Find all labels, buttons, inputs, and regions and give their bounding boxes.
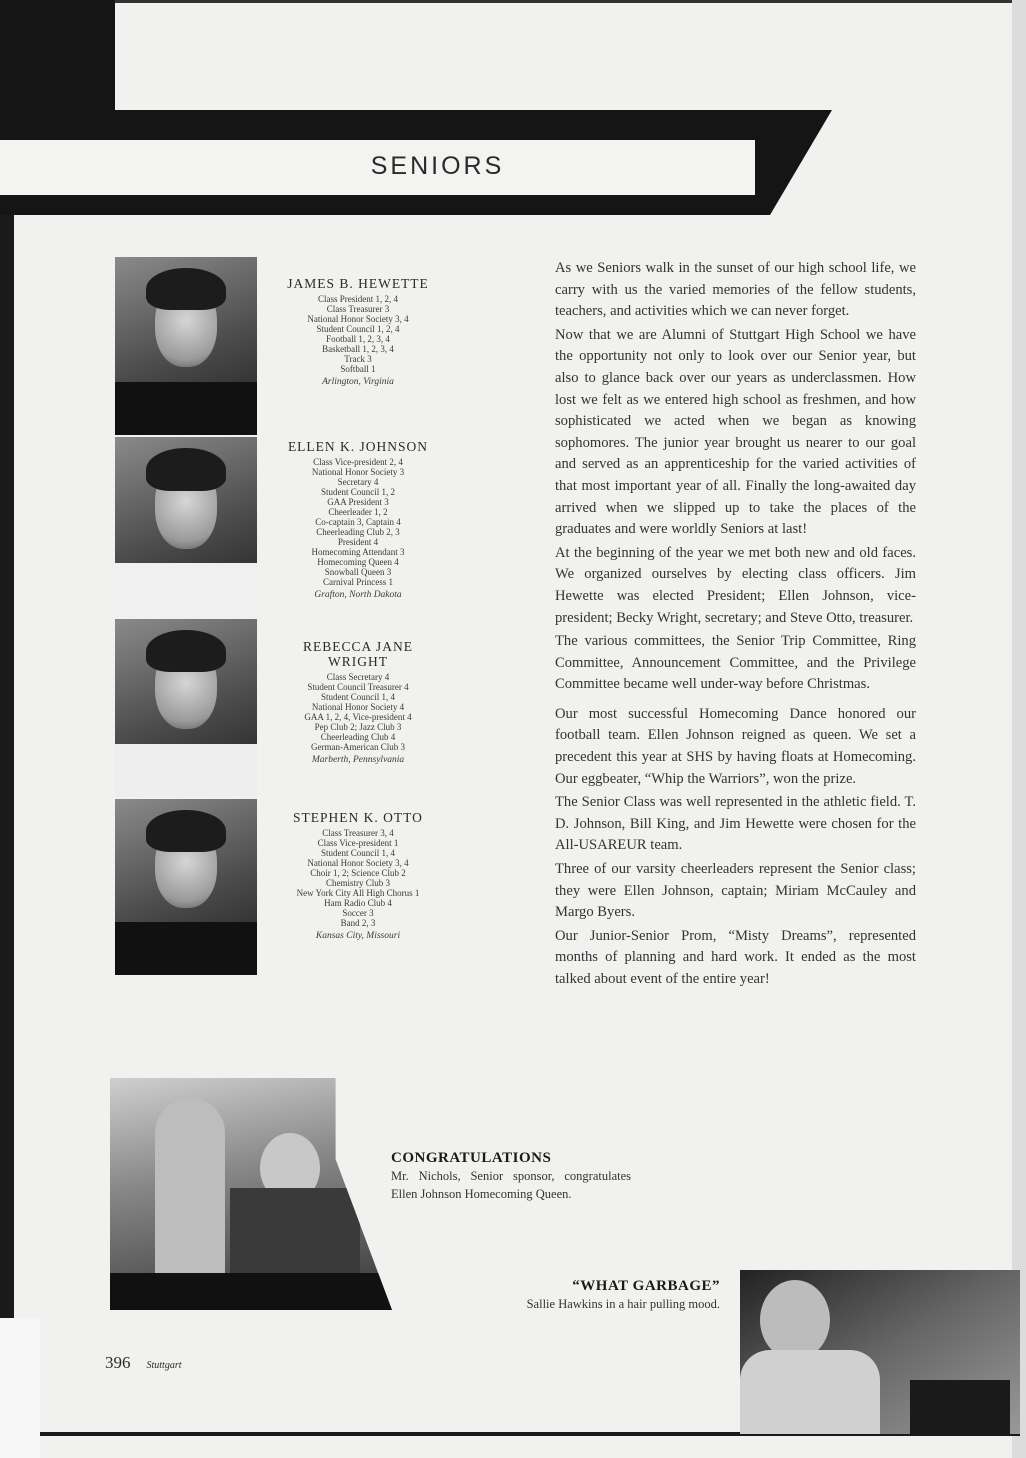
hometown: Arlington, Virginia (322, 377, 394, 387)
senior-name: ELLEN K. JOHNSON (287, 439, 429, 454)
portrait-ellen-johnson (115, 437, 257, 617)
activity: Student Council Treasurer 4 (307, 682, 409, 692)
essay-paragraph: The Senior Class was well represented in the athletic field. T. D. Johnson, Bill King, and Jim Hewette were chosen for the All-USAREUR team. (555, 794, 916, 854)
activity: National Honor Society 3, 4 (307, 314, 409, 324)
activity: Class Secretary 4 (326, 672, 390, 682)
senior-bio (258, 810, 458, 941)
activity: Cheerleading Club 2, 3 (316, 527, 400, 537)
senior-bio (258, 276, 458, 387)
activity: Class President 1, 2, 4 (318, 294, 398, 304)
activity: Football 1, 2, 3, 4 (326, 334, 390, 344)
activity: Softball 1 (340, 364, 376, 374)
caption-text: Sallie Hawkins in a hair pulling mood. (526, 1297, 720, 1311)
caption-title: CONGRATULATIONS (391, 1150, 552, 1166)
activity: National Honor Society 3, 4 (307, 858, 409, 868)
essay-paragraph: Our most successful Homecoming Dance honored our football team. Ellen Johnson reigned as queen. We set a precedent this year at SHS by having floats at Homecoming. Our eggbeater, “Whip the Warriors”, won the prize. (555, 705, 916, 787)
activity: Secretary 4 (337, 477, 379, 487)
activity: Choir 1, 2; Science Club 2 (310, 868, 406, 878)
activity: Homecoming Queen 4 (317, 557, 399, 567)
photo-sallie-hawkins (740, 1270, 1020, 1434)
activity: GAA President 3 (327, 497, 389, 507)
activity: President 4 (337, 537, 379, 547)
page-title: SENIORS (370, 152, 505, 180)
senior-name: JAMES B. HEWETTE (287, 276, 429, 291)
activity: National Honor Society 4 (311, 702, 405, 712)
activity: Class Treasurer 3 (326, 304, 390, 314)
activity: GAA 1, 2, 4, Vice-president 4 (304, 712, 412, 722)
activity: Co-captain 3, Captain 4 (315, 517, 401, 527)
essay-paragraph: The various committees, the Senior Trip Committee, Ring Committee, Announcement Committee, and the Privilege Committee became well under-way before Christmas. (555, 633, 916, 693)
senior-bio (258, 639, 458, 765)
activity: Class Vice-president 1 (317, 838, 399, 848)
essay-paragraph: As we Seniors walk in the sunset of our high school life, we carry with us the varied memories of the fellow students, teachers, and activities which we can never forget. (555, 260, 916, 320)
activity: Soccer 3 (342, 908, 374, 918)
essay-paragraph: Our Junior-Senior Prom, “Misty Dreams”, represented months of planning and hard work. It ended as the most talked about event of the entire year! (555, 927, 916, 987)
activity: National Honor Society 3 (311, 467, 405, 477)
essay-paragraph: Now that we are Alumni of Stuttgart High School we have the opportunity not only to look over our Senior year, but also to glance back over our years as underclassmen. How lost we felt as we entered high school as freshmen, and how sophisticated we acted when we began as knowing sophomores. The junior year brought us nearer to our goal and served as an apprenticeship for the varied activities of that most important year of all. Finally the long-awaited day arrived when we slipped up to take the places of the graduates and were worldly Seniors at last! (555, 326, 916, 538)
activity: Chemistry Club 3 (325, 878, 390, 888)
hometown: Grafton, North Dakota (314, 590, 402, 600)
portrait-james-hewette (115, 257, 257, 435)
class-history-essay (555, 258, 916, 993)
activity: Track 3 (344, 354, 372, 364)
caption-text: Mr. Nichols, Senior sponsor, congratulates Ellen Johnson Homecoming Queen. (391, 1169, 631, 1201)
senior-name: STEPHEN K. OTTO (293, 810, 423, 825)
activity: Class Treasurer 3, 4 (322, 828, 394, 838)
page-footer (105, 1353, 182, 1373)
portrait-stephen-otto (115, 799, 257, 975)
activity: Homecoming Attendant 3 (311, 547, 405, 557)
activity: Student Council 1, 4 (321, 848, 395, 858)
activity: German-American Club 3 (311, 742, 405, 752)
senior-name: REBECCA JANE WRIGHT (303, 639, 413, 669)
school-name: Stuttgart (146, 1360, 182, 1371)
caption-title: “WHAT GARBAGE” (572, 1278, 720, 1294)
caption-congratulations (391, 1150, 631, 1203)
activity: Cheerleading Club 4 (320, 732, 396, 742)
activity: Carnival Princess 1 (323, 577, 393, 587)
activity: Ham Radio Club 4 (324, 898, 392, 908)
caption-what-garbage (470, 1278, 720, 1313)
activity: Student Council 1, 2, 4 (316, 324, 400, 334)
senior-bio (258, 439, 458, 600)
activity: Cheerleader 1, 2 (328, 507, 388, 517)
activity: Pep Club 2; Jazz Club 3 (314, 722, 402, 732)
activity: Band 2, 3 (340, 918, 376, 928)
activity: Student Council 1, 2 (321, 487, 395, 497)
page-number: 396 (105, 1353, 131, 1372)
activity: Class Vice-president 2, 4 (313, 457, 403, 467)
hometown: Kansas City, Missouri (315, 931, 401, 941)
portrait-rebecca-wright (115, 619, 257, 797)
activity: Student Council 1, 4 (321, 692, 395, 702)
activity: New York City All High Chorus 1 (296, 888, 420, 898)
hometown: Marberth, Pennsylvania (311, 755, 405, 765)
essay-paragraph: At the beginning of the year we met both new and old faces. We organized ourselves by electing class officers. Jim Hewette was elected President; Ellen Johnson, vice-president; Becky Wright, secretary; and Steve Otto, treasurer. (555, 544, 916, 626)
essay-paragraph: Three of our varsity cheerleaders represent the Senior class; they were Ellen Johnson, captain; Miriam McCauley and Margo Byers. (555, 861, 916, 921)
activity: Basketball 1, 2, 3, 4 (322, 344, 394, 354)
activity: Snowball Queen 3 (324, 567, 392, 577)
